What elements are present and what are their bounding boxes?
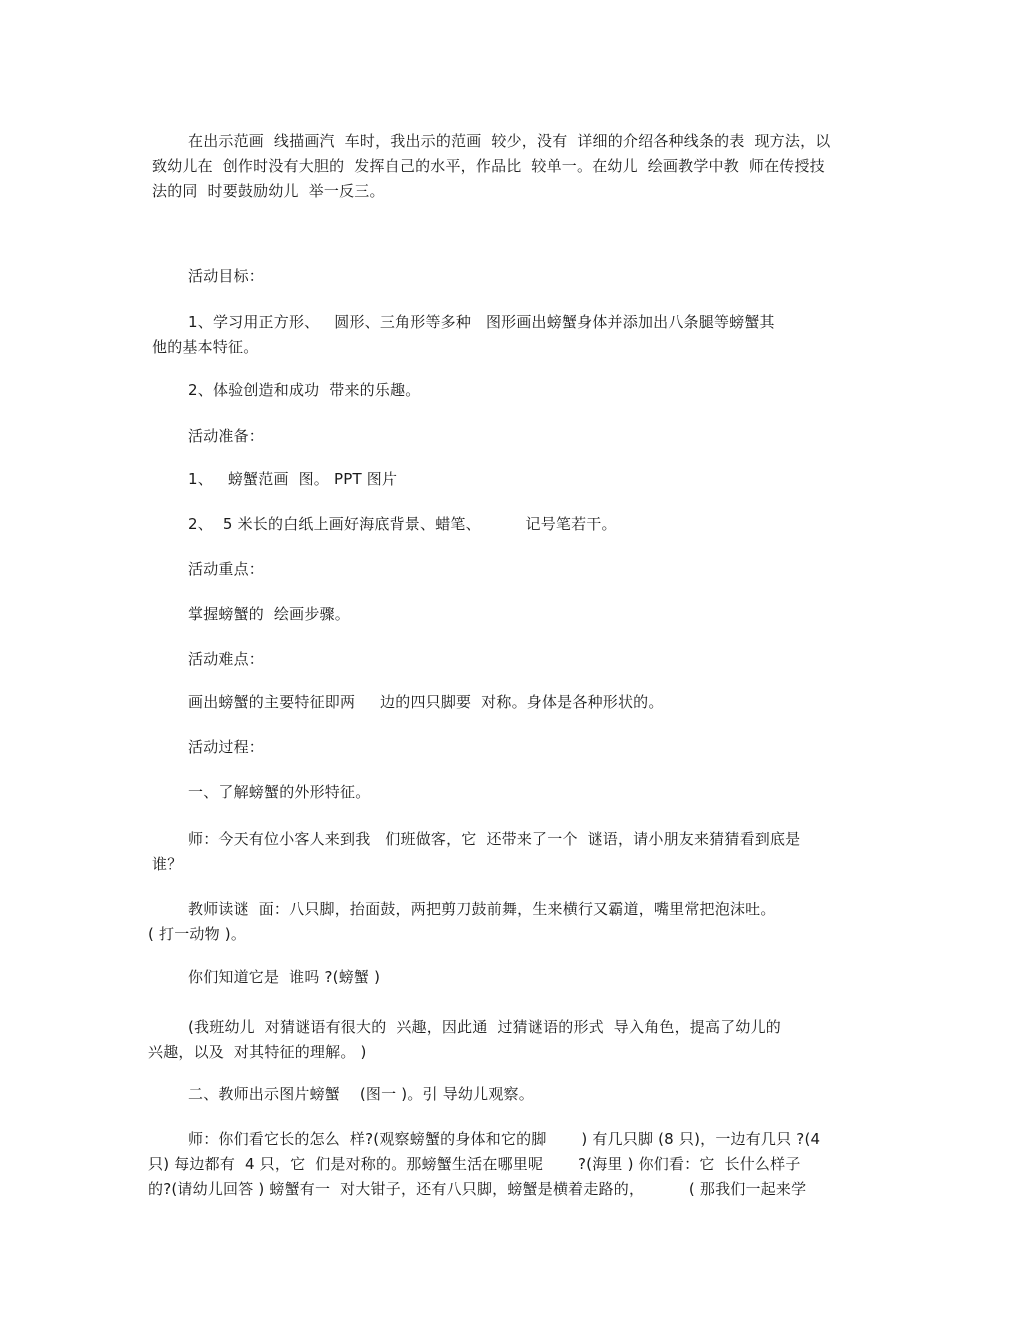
teacher-2-line-3: 的?(请幼儿回答 ) 螃蟹有一 对大钳子，还有八只脚，螃蟹是横着走路的， ( 那我们一起来学 [148, 1180, 807, 1198]
step-2: 二、教师出示图片螃蟹 (图一 )。引 导幼儿观察。 [188, 1085, 534, 1103]
prep-1: 1、 螃蟹范画 图。 PPT 图片 [188, 470, 398, 488]
teacher-1-line-2: 谁？ [152, 855, 183, 873]
note-line-2: 兴趣，以及 对其特征的理解。 ) [148, 1043, 367, 1061]
key-heading: 活动重点： [188, 560, 265, 578]
prep-2: 2、 5 米长的白纸上画好海底背景、蜡笔、 记号笔若干。 [188, 515, 617, 533]
difficulty-text: 画出螃蟹的主要特征即两 边的四只脚要 对称。身体是各种形状的。 [188, 693, 664, 711]
process-heading: 活动过程： [188, 738, 265, 756]
riddle-line-1: 教师读谜 面：八只脚，抬面鼓，两把剪刀鼓前舞，生来横行又霸道，嘴里常把泡沫吐。 [188, 900, 776, 918]
goal-1-line-1: 1、学习用正方形、 圆形、三角形等多种 图形画出螃蟹身体并添加出八条腿等螃蟹其 [188, 313, 775, 331]
goal-1-line-2: 他的基本特征。 [152, 338, 259, 356]
intro-line-1: 在出示范画 线描画汽 车时，我出示的范画 较少，没有 详细的介绍各种线条的表 现方法，以 [188, 132, 831, 150]
teacher-2-line-1: 师：你们看它长的怎么 样?(观察螃蟹的身体和它的脚 ) 有几只脚 (8 只)，一边有几只 ?(4 [188, 1130, 821, 1148]
intro-line-3: 法的同 时要鼓励幼儿 举一反三。 [152, 182, 385, 200]
teacher-1-line-1: 师：今天有位小客人来到我 们班做客，它 还带来了一个 谜语，请小朋友来猜猜看到底是 [188, 830, 801, 848]
note-line-1: (我班幼儿 对猜谜语有很大的 兴趣，因此通 过猜谜语的形式 导入角色，提高了幼儿的 [188, 1018, 782, 1036]
question: 你们知道它是 谁吗 ?(螃蟹 ) [188, 968, 381, 986]
goal-2: 2、体验创造和成功 带来的乐趣。 [188, 381, 421, 399]
riddle-line-2: ( 打一动物 )。 [148, 925, 247, 943]
prep-heading: 活动准备： [188, 427, 265, 445]
teacher-2-line-2: 只) 每边都有 4 只，它 们是对称的。那螃蟹生活在哪里呢 ?(海里 ) 你们看：它 长什么样子 [148, 1155, 801, 1173]
difficulty-heading: 活动难点： [188, 650, 265, 668]
key-text: 掌握螃蟹的 绘画步骤。 [188, 605, 350, 623]
step-1: 一、了解螃蟹的外形特征。 [188, 783, 371, 801]
goals-heading: 活动目标： [188, 267, 265, 285]
intro-line-2: 致幼儿在 创作时没有大胆的 发挥自己的水平，作品比 较单一。在幼儿 绘画教学中教 师在传授技 [152, 157, 825, 175]
